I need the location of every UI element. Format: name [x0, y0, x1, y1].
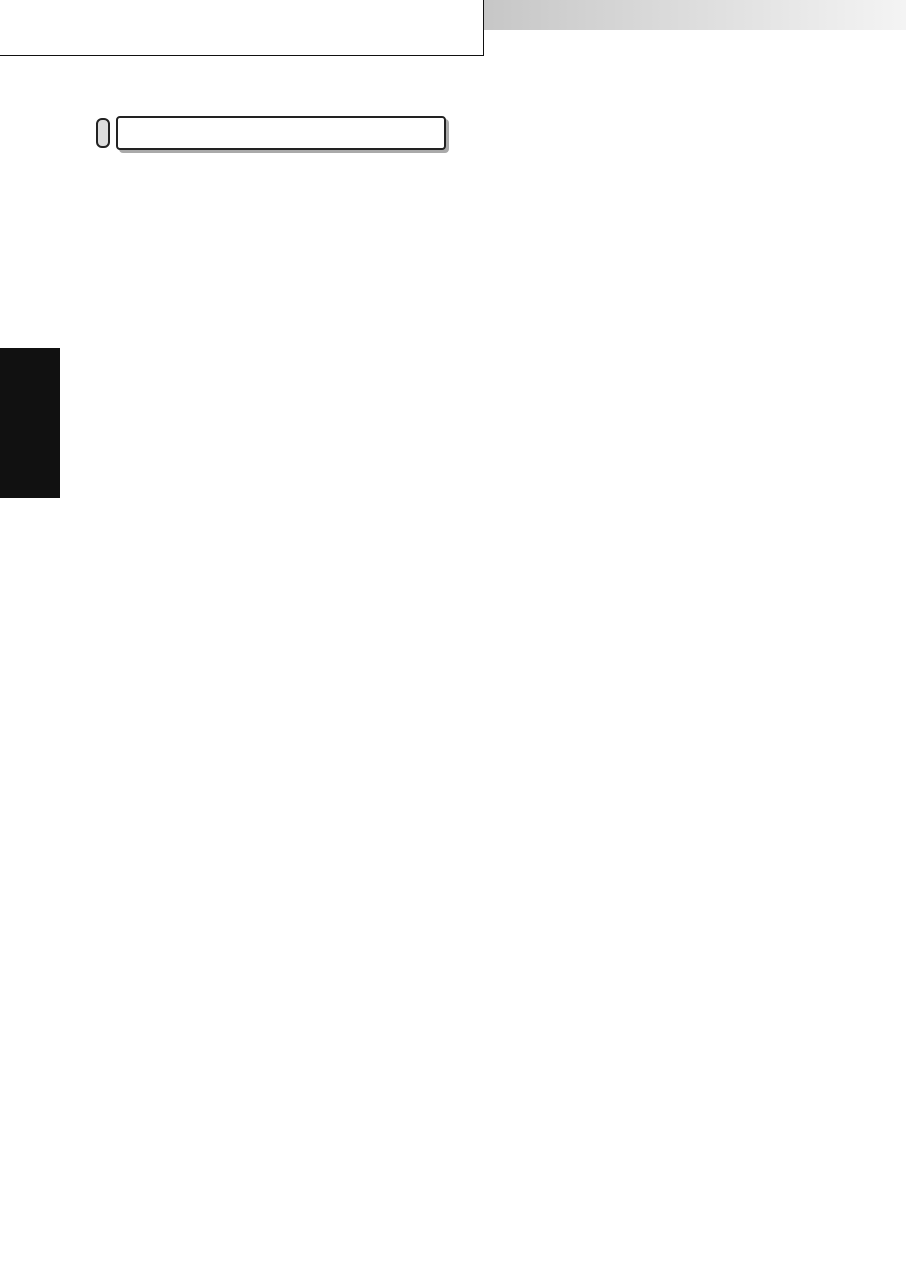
- section-title-box: [116, 116, 446, 150]
- chapter-tab: [0, 348, 60, 498]
- header-label-box: [0, 0, 484, 56]
- title-marker-icon: [96, 118, 110, 148]
- keyboard-diagram: [82, 205, 822, 545]
